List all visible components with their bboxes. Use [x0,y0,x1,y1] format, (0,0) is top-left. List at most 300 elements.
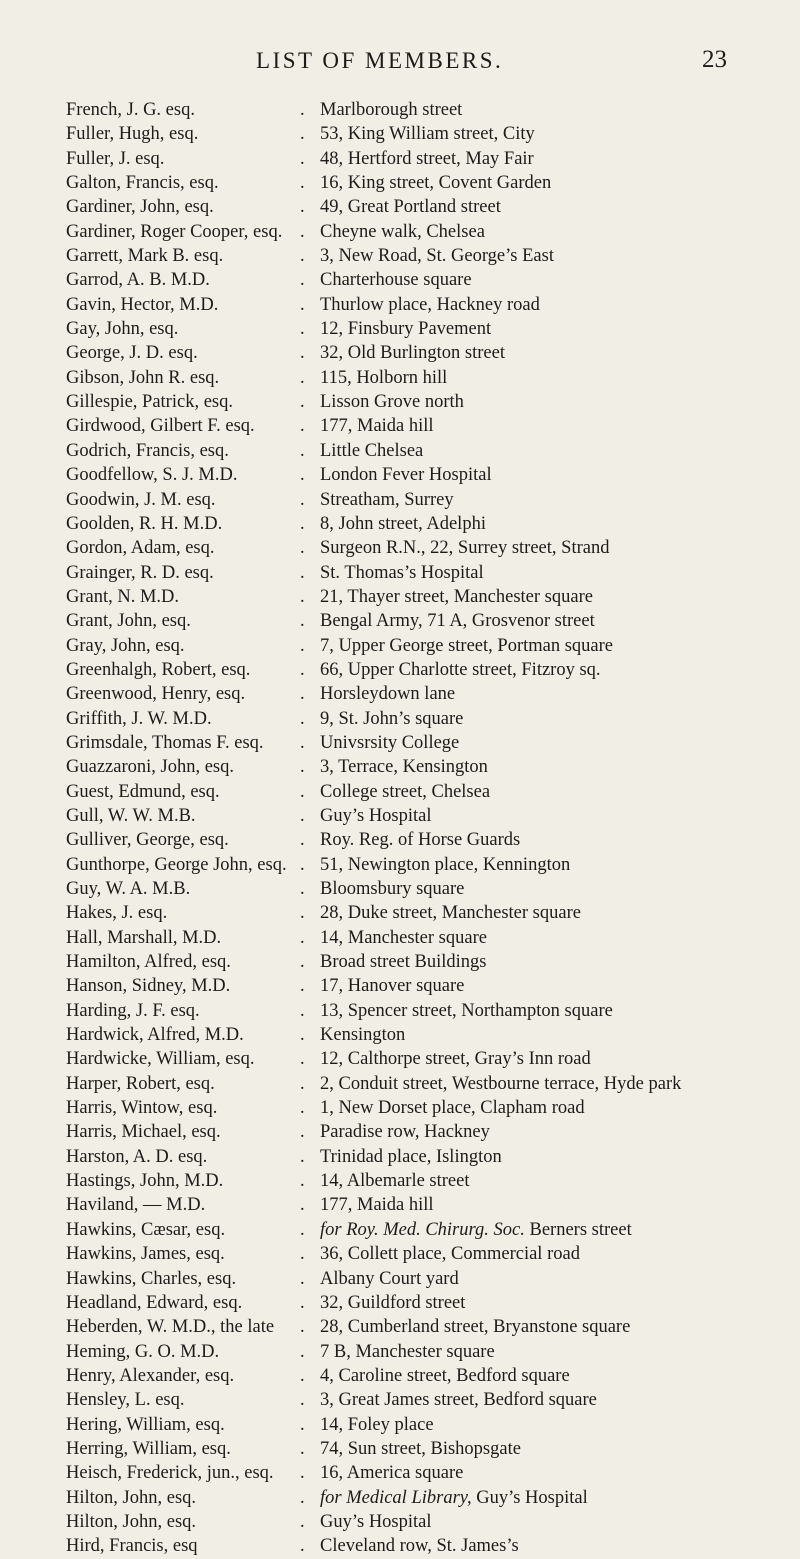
address-text: Roy. Reg. of Horse Guards [320,830,521,851]
member-name: Hanson, Sidney, M.D. [66,976,231,997]
member-address [320,1267,459,1291]
address-text: 177, Maida hill [320,416,434,437]
leader-dot: . [300,1487,305,1508]
member-address [320,1218,632,1242]
leader-dot: . [300,1146,305,1167]
member-address [320,828,520,852]
address-text: Marlborough street [320,100,463,120]
list-item [0,1437,800,1461]
leader-dot: . [300,197,305,218]
member-name: Greenwood, Henry, esq. [66,684,246,705]
leader-dot: . [300,1049,305,1070]
list-item [0,1169,800,1193]
leader-dot: . [300,952,305,973]
member-address [320,609,595,633]
leader-dot: . [300,586,305,607]
address-text: 74, Sun street, Bishopsgate [320,1438,521,1459]
list-item [0,98,800,122]
member-address [320,1413,434,1437]
member-address [320,1193,434,1217]
member-name: Heberden, W. M.D., the late [66,1317,275,1338]
address-text: 36, Collett place, Commercial road [320,1244,580,1265]
leader-dot: . [300,440,305,461]
list-item [0,1047,800,1071]
list-item [0,877,800,901]
member-name: Gardiner, John, esq. [66,197,214,218]
member-name: Hall, Marshall, M.D. [66,927,222,948]
leader-dot: . [300,465,305,486]
list-item [0,561,800,585]
address-text: 7 B, Manchester square [320,1341,495,1362]
leader-dot: . [300,1511,305,1532]
member-name: Griffith, J. W. M.D. [66,708,212,729]
address-text: 7, Upper George street, Portman square [320,635,614,656]
leader-dot: . [300,1390,305,1411]
member-name: Haviland, — M.D. [66,1195,206,1216]
member-name: Gray, John, esq. [66,635,185,656]
leader-dot: . [300,757,305,778]
address-text: Guy’s Hospital [320,805,432,826]
leader-dot: . [300,879,305,899]
list-item [0,1242,800,1266]
member-name: Galton, Francis, esq. [66,173,219,194]
leader-dot: . [300,830,305,851]
address-text: 21, Thayer street, Manchester square [320,586,593,607]
member-address [320,1486,588,1510]
member-address [320,341,505,365]
address-text: Thurlow place, Hackney road [320,294,540,315]
list-item [0,512,800,536]
member-name: Grimsdale, Thomas F. esq. [66,732,264,753]
list-item [0,828,800,852]
member-name: Harston, A. D. esq. [66,1146,208,1167]
list-item [0,244,800,268]
leader-dot: . [300,513,305,534]
member-address [320,1072,681,1096]
leader-dot: . [300,805,305,826]
address-text: 32, Guildford street [320,1292,466,1313]
member-address [320,414,434,438]
leader-dot: . [300,1122,305,1143]
member-address [320,1047,591,1071]
address-text: 115, Holborn hill [320,367,448,388]
list-item [0,1364,800,1388]
member-name: Headland, Edward, esq. [66,1292,243,1313]
leader-dot: . [300,976,305,997]
leader-dot: . [300,246,305,267]
member-address [320,463,492,487]
member-name: Hakes, J. esq. [66,903,168,924]
member-name: Hawkins, Cæsar, esq. [66,1219,226,1240]
member-address [320,317,491,341]
address-text: 8, John street, Adelphi [320,513,486,534]
leader-dot: . [300,1463,305,1484]
leader-dot: . [300,1098,305,1119]
leader-dot: . [300,1292,305,1313]
leader-dot: . [300,611,305,632]
member-address [320,195,501,219]
address-text: 28, Duke street, Manchester square [320,903,581,924]
member-address [320,999,613,1023]
leader-dot: . [300,100,305,120]
member-address [320,707,463,731]
address-text: 16, America square [320,1463,464,1484]
list-item [0,1413,800,1437]
member-name: Harris, Wintow, esq. [66,1098,218,1119]
address-note: for Medical Library, [320,1487,472,1508]
list-item [0,171,800,195]
address-text: Streatham, Surrey [320,489,454,510]
member-address [320,853,570,877]
leader-dot: . [300,319,305,340]
list-item [0,804,800,828]
list-item [0,268,800,292]
member-address [320,268,472,292]
list-item [0,1340,800,1364]
member-name: Gillespie, Patrick, esq. [66,392,233,413]
list-item [0,390,800,414]
list-item [0,853,800,877]
address-text: 66, Upper Charlotte street, Fitzroy sq. [320,659,601,680]
members-list [0,98,800,1559]
member-address [320,1315,630,1339]
member-name: Gunthorpe, George John, esq. [66,854,287,875]
member-name: Grant, N. M.D. [66,586,180,607]
address-text: Albany Court yard [320,1268,459,1289]
member-address [320,1510,432,1534]
address-text: Broad street Buildings [320,952,487,973]
member-name: Gordon, Adam, esq. [66,538,215,559]
member-name: Heming, G. O. M.D. [66,1341,220,1362]
leader-dot: . [300,562,305,583]
list-item [0,293,800,317]
list-item [0,536,800,560]
leader-dot: . [300,1073,305,1094]
member-name: Guazzaroni, John, esq. [66,757,234,778]
member-name: Heisch, Frederick, jun., esq. [66,1463,274,1484]
member-address [320,1096,585,1120]
member-address [320,1023,405,1047]
address-text: Trinidad place, Islington [320,1146,502,1167]
address-text: Paradise row, Hackney [320,1122,490,1143]
member-name: Harding, J. F. esq. [66,1000,200,1021]
list-item [0,439,800,463]
member-address [320,293,540,317]
member-name: Gardiner, Roger Cooper, esq. [66,221,283,242]
member-address [320,390,464,414]
member-name: Henry, Alexander, esq. [66,1365,235,1386]
address-text: Surgeon R.N., 22, Surrey street, Strand [320,538,610,559]
page-title: LIST OF MEMBERS. [256,48,504,73]
leader-dot: . [300,1244,305,1265]
list-item [0,1218,800,1242]
address-text: 14, Albemarle street [320,1171,470,1192]
leader-dot: . [300,1268,305,1289]
member-address [320,731,459,755]
list-item [0,1510,800,1534]
leader-dot: . [300,270,305,291]
member-name: Hastings, John, M.D. [66,1171,224,1192]
address-text: 16, King street, Covent Garden [320,173,552,194]
member-name: Hilton, John, esq. [66,1487,197,1508]
member-name: Hardwicke, William, esq. [66,1049,255,1070]
member-name: Hering, William, esq. [66,1414,225,1435]
list-item [0,1120,800,1144]
member-address [320,974,464,998]
member-name: Grant, John, esq. [66,611,191,632]
member-address [320,804,432,828]
member-address [320,171,551,195]
member-name: Hawkins, Charles, esq. [66,1268,237,1289]
address-text: 48, Hertford street, May Fair [320,148,534,169]
member-name: Hardwick, Alfred, M.D. [66,1025,244,1046]
address-text: 51, Newington place, Kennington [320,854,571,875]
leader-dot: . [300,684,305,705]
member-name: French, J. G. esq. [66,100,195,120]
address-text: 4, Caroline street, Bedford square [320,1365,570,1386]
list-item [0,1315,800,1339]
list-item [0,414,800,438]
member-address [320,1437,521,1461]
address-text: Cheyne walk, Chelsea [320,221,485,242]
member-name: Hilton, John, esq. [66,1511,197,1532]
leader-dot: . [300,1438,305,1459]
leader-dot: . [300,635,305,656]
address-text: 28, Cumberland street, Bryanstone square [320,1317,631,1338]
list-item [0,999,800,1023]
page-header [0,48,800,84]
leader-dot: . [300,416,305,437]
leader-dot: . [300,392,305,413]
list-item [0,1193,800,1217]
member-name: Hensley, L. esq. [66,1390,185,1411]
member-address [320,536,609,560]
list-item [0,731,800,755]
address-text: College street, Chelsea [320,781,491,802]
list-item [0,220,800,244]
list-item [0,1388,800,1412]
list-item [0,1486,800,1510]
member-name: Hird, Francis, esq [66,1536,198,1557]
list-item [0,1023,800,1047]
list-item [0,901,800,925]
member-name: Hawkins, James, esq. [66,1244,225,1265]
list-item [0,1145,800,1169]
leader-dot: . [300,148,305,169]
member-address [320,1388,597,1412]
address-text: 14, Manchester square [320,927,487,948]
member-address [320,1145,502,1169]
member-name: Fuller, Hugh, esq. [66,124,199,145]
leader-dot: . [300,1195,305,1216]
address-text: Lisson Grove north [320,392,464,413]
list-item [0,341,800,365]
address-text: Berners street [524,1219,632,1240]
member-address [320,512,486,536]
address-text: Guy’s Hospital [471,1487,588,1508]
address-text: London Fever Hospital [320,465,492,486]
member-name: Harris, Michael, esq. [66,1122,221,1143]
leader-dot: . [300,1025,305,1046]
member-name: Gulliver, George, esq. [66,830,229,851]
address-text: 3, Terrace, Kensington [320,757,488,778]
address-text: Bloomsbury square [320,879,465,899]
list-item [0,950,800,974]
leader-dot: . [300,1317,305,1338]
member-address [320,439,423,463]
address-text: 3, Great James street, Bedford square [320,1390,597,1411]
list-item [0,1534,800,1558]
address-text: Kensington [320,1025,406,1046]
member-address [320,1364,570,1388]
address-text: 3, New Road, St. George’s East [320,246,554,267]
member-address [320,1461,463,1485]
address-text: 32, Old Burlington street [320,343,505,364]
member-name: George, J. D. esq. [66,343,198,364]
leader-dot: . [300,708,305,729]
leader-dot: . [300,1414,305,1435]
list-item [0,658,800,682]
list-item [0,707,800,731]
member-address [320,658,601,682]
address-text: Charterhouse square [320,270,472,291]
leader-dot: . [300,1219,305,1240]
list-item [0,974,800,998]
list-item [0,609,800,633]
member-name: Gavin, Hector, M.D. [66,294,219,315]
leader-dot: . [300,903,305,924]
member-address [320,1340,495,1364]
list-item [0,755,800,779]
address-text: St. Thomas’s Hospital [320,562,484,583]
member-address [320,147,534,171]
member-name: Fuller, J. esq. [66,148,165,169]
member-address [320,1120,490,1144]
leader-dot: . [300,173,305,194]
leader-dot: . [300,1536,305,1557]
member-address [320,1291,465,1315]
member-address [320,780,490,804]
leader-dot: . [300,732,305,753]
member-name: Goodfellow, S. J. M.D. [66,465,238,486]
member-address [320,1534,519,1558]
page-number: 23 [702,46,727,73]
member-name: Gull, W. W. M.B. [66,805,196,826]
leader-dot: . [300,854,305,875]
member-address [320,366,447,390]
member-name: Greenhalgh, Robert, esq. [66,659,251,680]
member-name: Godrich, Francis, esq. [66,440,229,461]
list-item [0,1461,800,1485]
address-text: Little Chelsea [320,440,424,461]
list-item [0,122,800,146]
address-text: Univsrsity College [320,732,460,753]
member-address [320,561,484,585]
address-text: Horsleydown lane [320,684,456,705]
address-text: 12, Finsbury Pavement [320,319,492,340]
list-item [0,147,800,171]
member-name: Grainger, R. D. esq. [66,562,214,583]
address-text: 49, Great Portland street [320,197,501,218]
member-address [320,877,464,901]
list-item [0,1267,800,1291]
member-address [320,901,581,925]
leader-dot: . [300,659,305,680]
address-text: 13, Spencer street, Northampton square [320,1000,613,1021]
address-text: 9, St. John’s square [320,708,464,729]
list-item [0,1291,800,1315]
leader-dot: . [300,489,305,510]
leader-dot: . [300,1365,305,1386]
member-address [320,1242,580,1266]
member-address [320,755,488,779]
leader-dot: . [300,1171,305,1192]
address-text: Guy’s Hospital [320,1511,432,1532]
member-address [320,220,485,244]
member-address [320,926,487,950]
member-address [320,98,462,122]
leader-dot: . [300,221,305,242]
member-address [320,634,613,658]
member-name: Girdwood, Gilbert F. esq. [66,416,255,437]
leader-dot: . [300,367,305,388]
leader-dot: . [300,343,305,364]
list-item [0,780,800,804]
member-name: Gibson, John R. esq. [66,367,220,388]
leader-dot: . [300,781,305,802]
leader-dot: . [300,124,305,145]
member-name: Harper, Robert, esq. [66,1073,215,1094]
member-name: Guy, W. A. M.B. [66,879,191,899]
list-item [0,585,800,609]
member-name: Hamilton, Alfred, esq. [66,952,231,973]
member-name: Gay, John, esq. [66,319,179,340]
list-item [0,317,800,341]
member-address [320,488,454,512]
member-address [320,585,593,609]
member-name: Herring, William, esq. [66,1438,231,1459]
list-item [0,488,800,512]
list-item [0,1072,800,1096]
address-text: Cleveland row, St. James’s [320,1536,519,1557]
leader-dot: . [300,294,305,315]
address-text: 17, Hanover square [320,976,465,997]
address-text: Bengal Army, 71 A, Grosvenor street [320,611,595,632]
leader-dot: . [300,1000,305,1021]
member-address [320,122,535,146]
leader-dot: . [300,538,305,559]
list-item [0,1096,800,1120]
leader-dot: . [300,1341,305,1362]
address-text: 177, Maida hill [320,1195,434,1216]
member-address [320,950,486,974]
address-text: 14, Foley place [320,1414,434,1435]
member-name: Guest, Edmund, esq. [66,781,220,802]
member-name: Goolden, R. H. M.D. [66,513,223,534]
member-address [320,682,455,706]
list-item [0,366,800,390]
member-address [320,244,554,268]
address-text: 12, Calthorpe street, Gray’s Inn road [320,1049,591,1070]
address-text: 2, Conduit street, Westbourne terrace, Hyde park [320,1073,682,1094]
address-note: for Roy. Med. Chirurg. Soc. [320,1219,525,1240]
list-item [0,634,800,658]
member-name: Garrod, A. B. M.D. [66,270,210,291]
member-name: Garrett, Mark B. esq. [66,246,224,267]
address-text: 1, New Dorset place, Clapham road [320,1098,585,1119]
leader-dot: . [300,927,305,948]
address-text: 53, King William street, City [320,124,535,145]
